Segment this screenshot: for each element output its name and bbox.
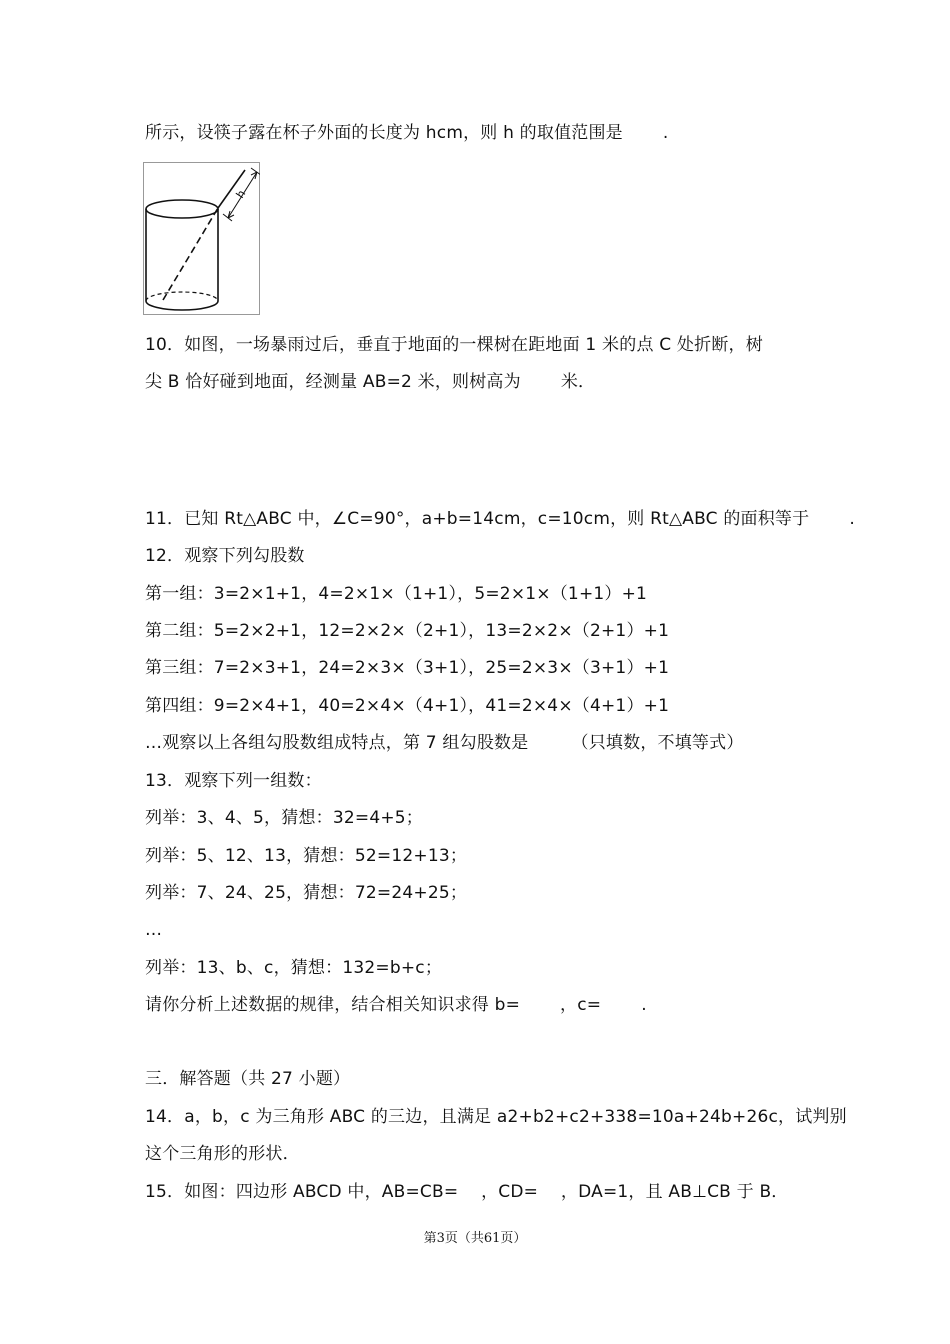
section-heading: 三．解答题（共 27 小题） [145,1069,351,1089]
cup-chopstick-figure [143,162,260,315]
line-16: 列举：13、b、c，猜想：132=b+c； [145,958,443,978]
cup-bottom-back [146,292,218,301]
line-3: 尖 B 恰好碰到地面，经测量 AB=2 米，则树高为 米． [145,372,596,392]
figure-border [144,163,260,315]
dimension-label-h: h [233,187,249,201]
line-14: 列举：7、24、25，猜想：72=24+25； [145,883,468,903]
line-2: 10．如图，一场暴雨过后，垂直于地面的一棵树在距地面 1 米的点 C 处折断，树 [145,335,763,355]
line-5: 12．观察下列勾股数 [145,546,305,566]
chopstick-inside [163,208,218,300]
line-8: 第三组：7=2×3+1，24=2×3×（3+1），25=2×3×（3+1）+1 [145,658,670,678]
page-footer: 第3页（共61页） [423,1231,527,1246]
line-19: 14．a，b，c 为三角形 ABC 的三边，且满足 a2+b2+c2+338=10a+24b+26c，试判别 [145,1107,847,1127]
cup-bottom-front [146,301,218,310]
line-12: 列举：3、4、5，猜想：32=4+5； [145,808,423,828]
line-21: 15．如图：四边形 ABCD 中，AB=CB= ，CD= ，DA=1，且 AB⊥CB 于 B． [145,1182,789,1202]
line-1: 所示，设筷子露在杯子外面的长度为 hcm，则 h 的取值范围是 . [145,123,669,143]
line-11: 13．观察下列一组数： [145,771,322,791]
dimension-tick-bottom [223,214,232,221]
line-13: 列举：5、12、13，猜想：52=12+13； [145,846,468,866]
line-10: …观察以上各组勾股数组成特点，第 7 组勾股数是 （只填数，不填等式） [145,733,744,753]
line-9: 第四组：9=2×4+1，40=2×4×（4+1），41=2×4×（4+1）+1 [145,696,670,716]
line-20: 这个三角形的形状． [145,1144,300,1164]
line-15: … [145,920,163,940]
line-17: 请你分析上述数据的规律，结合相关知识求得 b= ，c= . [145,995,647,1015]
chopstick-outside [218,170,245,208]
line-7: 第二组：5=2×2+1，12=2×2×（2+1），13=2×2×（2+1）+1 [145,621,670,641]
line-4: 11．已知 Rt△ABC 中，∠C=90°，a+b=14cm，c=10cm，则 Rt△ABC 的面积等于 . [145,509,855,529]
cup-top-rim [146,200,218,218]
line-6: 第一组：3=2×1+1，4=2×1×（1+1），5=2×1×（1+1）+1 [145,584,648,604]
